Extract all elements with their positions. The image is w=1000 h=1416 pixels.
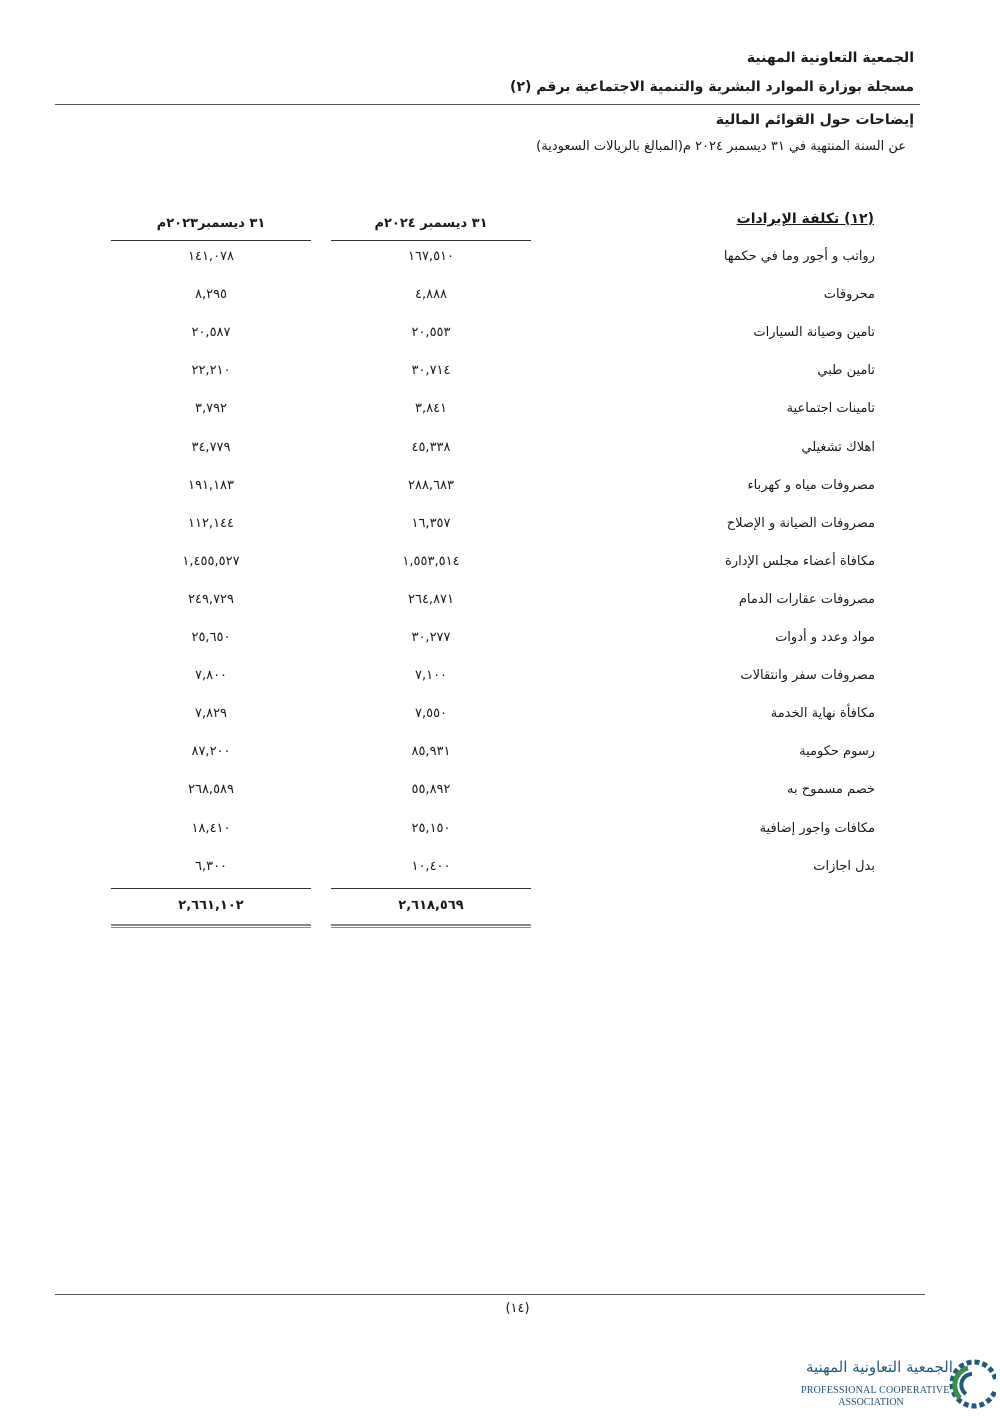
table-row	[0, 508, 1000, 546]
row-label: تامين وصيانة السيارات	[753, 325, 875, 341]
row-value-2023: ٦,٣٠٠	[194, 858, 228, 874]
row-label: رواتب و أجور وما في حكمها	[723, 249, 875, 264]
row-value-2024: ١٦٧,٥١٠	[407, 249, 455, 264]
row-label: اهلاك تشغيلي	[801, 439, 875, 455]
table-row	[0, 432, 1000, 470]
table-row	[0, 584, 1000, 622]
table-row	[0, 241, 1000, 279]
row-label: تامين طبي	[817, 363, 875, 379]
row-value-2023: ٢٥,٦٥٠	[191, 630, 231, 645]
row-value-2023: ٢٠,٥٨٧	[191, 325, 231, 341]
row-value-2023: ٣,٧٩٢	[194, 401, 228, 417]
row-label: محروقات	[823, 287, 875, 303]
row-label: مكافأة نهاية الخدمة	[770, 706, 875, 722]
total-2024: ٢,٦١٨,٥٦٩	[398, 898, 464, 913]
period-subtitle: عن السنة المنتهية في ٣١ ديسمبر ٢٠٢٤ م(المبالغ بالريالات السعودية)	[536, 139, 906, 154]
row-value-2024: ٧,٥٥٠	[414, 706, 448, 722]
table-row	[0, 622, 1000, 660]
row-value-2023: ٨,٢٩٥	[194, 287, 228, 303]
row-value-2024: ١٦,٣٥٧	[411, 515, 451, 531]
row-value-2024: ٢٠,٥٥٣	[411, 325, 451, 341]
row-label: تامينات اجتماعية	[786, 401, 875, 417]
row-value-2023: ١٨,٤١٠	[191, 820, 231, 836]
row-label: مصروفات عقارات الدمام	[738, 591, 875, 607]
table-row	[0, 393, 1000, 431]
table-row	[0, 736, 1000, 774]
double-underline	[111, 924, 311, 928]
table-row	[0, 660, 1000, 698]
row-value-2023: ٢٦٨,٥٨٩	[187, 782, 235, 798]
section-title: (١٢) تكلفة الإيرادات	[736, 211, 874, 227]
row-value-2024: ٢٦٤,٨٧١	[407, 591, 455, 607]
row-value-2023: ٣٤,٧٧٩	[191, 439, 231, 455]
row-value-2024: ٣,٨٤١	[414, 401, 448, 417]
logo-english-line2: ASSOCIATION	[838, 1397, 904, 1408]
table-row	[0, 355, 1000, 393]
header-divider	[55, 104, 920, 105]
row-value-2024: ٢٨٨,٦٨٣	[407, 477, 455, 493]
row-value-2024: ٧,١٠٠	[414, 668, 448, 684]
footer-divider	[55, 1294, 925, 1295]
row-value-2024: ٤٥,٣٣٨	[411, 439, 451, 455]
row-label: مصروفات الصيانة و الإصلاح	[726, 515, 875, 531]
row-value-2023: ٧,٨٠٠	[194, 668, 228, 684]
row-value-2024: ٣٠,٧١٤	[411, 363, 451, 379]
row-label: مصروفات سفر وانتقالات	[740, 668, 875, 684]
row-value-2024: ٢٥,١٥٠	[411, 820, 451, 836]
org-name: الجمعية التعاونية المهنية	[746, 50, 914, 66]
row-value-2024: ٣٠,٢٧٧	[411, 630, 451, 645]
logo-arabic-text: الجمعية التعاونية المهنية	[806, 1358, 953, 1376]
page-number: (١٤)	[505, 1301, 530, 1316]
total-rule	[111, 888, 311, 889]
row-value-2023: ٢٢,٢١٠	[191, 363, 231, 379]
row-value-2023: ١٩١,١٨٣	[187, 477, 235, 493]
row-label: مكافات واجور إضافية	[759, 820, 875, 836]
table-row	[0, 774, 1000, 812]
table-row	[0, 317, 1000, 355]
row-value-2023: ٧,٨٢٩	[194, 706, 228, 722]
total-2023: ٢,٦٦١,١٠٢	[178, 898, 244, 913]
row-value-2024: ١,٥٥٣,٥١٤	[402, 553, 460, 569]
logo-english-line1: PROFESSIONAL COOPERATIVE	[801, 1385, 950, 1396]
row-value-2023: ٨٧,٢٠٠	[191, 744, 231, 760]
table-row	[0, 698, 1000, 736]
table-row	[0, 470, 1000, 508]
row-value-2024: ٨٥,٩٣١	[411, 744, 451, 760]
row-label: مصروفات مياه و كهرباء	[747, 477, 875, 493]
row-label: مكافاة أعضاء مجلس الإدارة	[725, 553, 875, 569]
row-label: مواد وعدد و أدوات	[775, 630, 875, 645]
table-row	[0, 546, 1000, 584]
table-row	[0, 813, 1000, 851]
notes-title: إيضاحات حول القوائم المالية	[715, 112, 914, 128]
row-label: خصم مسموح به	[787, 782, 875, 798]
association-logo-icon	[946, 1354, 996, 1412]
row-value-2024: ١٠,٤٠٠	[411, 858, 451, 874]
row-value-2023: ١١٢,١٤٤	[187, 515, 235, 531]
row-value-2024: ٥٥,٨٩٢	[411, 782, 451, 798]
row-label: رسوم حكومية	[799, 744, 875, 760]
table-row	[0, 279, 1000, 317]
double-underline	[331, 924, 531, 928]
registration-line: مسجلة بوزارة الموارد البشرية والتنمية الاجتماعية برقم (٢)	[510, 79, 914, 95]
row-label: بدل اجازات	[813, 858, 875, 874]
table-row	[0, 851, 1000, 889]
row-value-2023: ٢٤٩,٧٢٩	[187, 591, 235, 607]
column-header-2023: ٣١ ديسمبر٢٠٢٣م	[156, 216, 266, 231]
row-value-2023: ١٤١,٠٧٨	[187, 249, 235, 264]
total-rule	[331, 888, 531, 889]
column-header-2024: ٣١ ديسمبر ٢٠٢٤م	[374, 216, 488, 231]
row-value-2023: ١,٤٥٥,٥٢٧	[182, 553, 240, 569]
row-value-2024: ٤,٨٨٨	[414, 287, 448, 303]
